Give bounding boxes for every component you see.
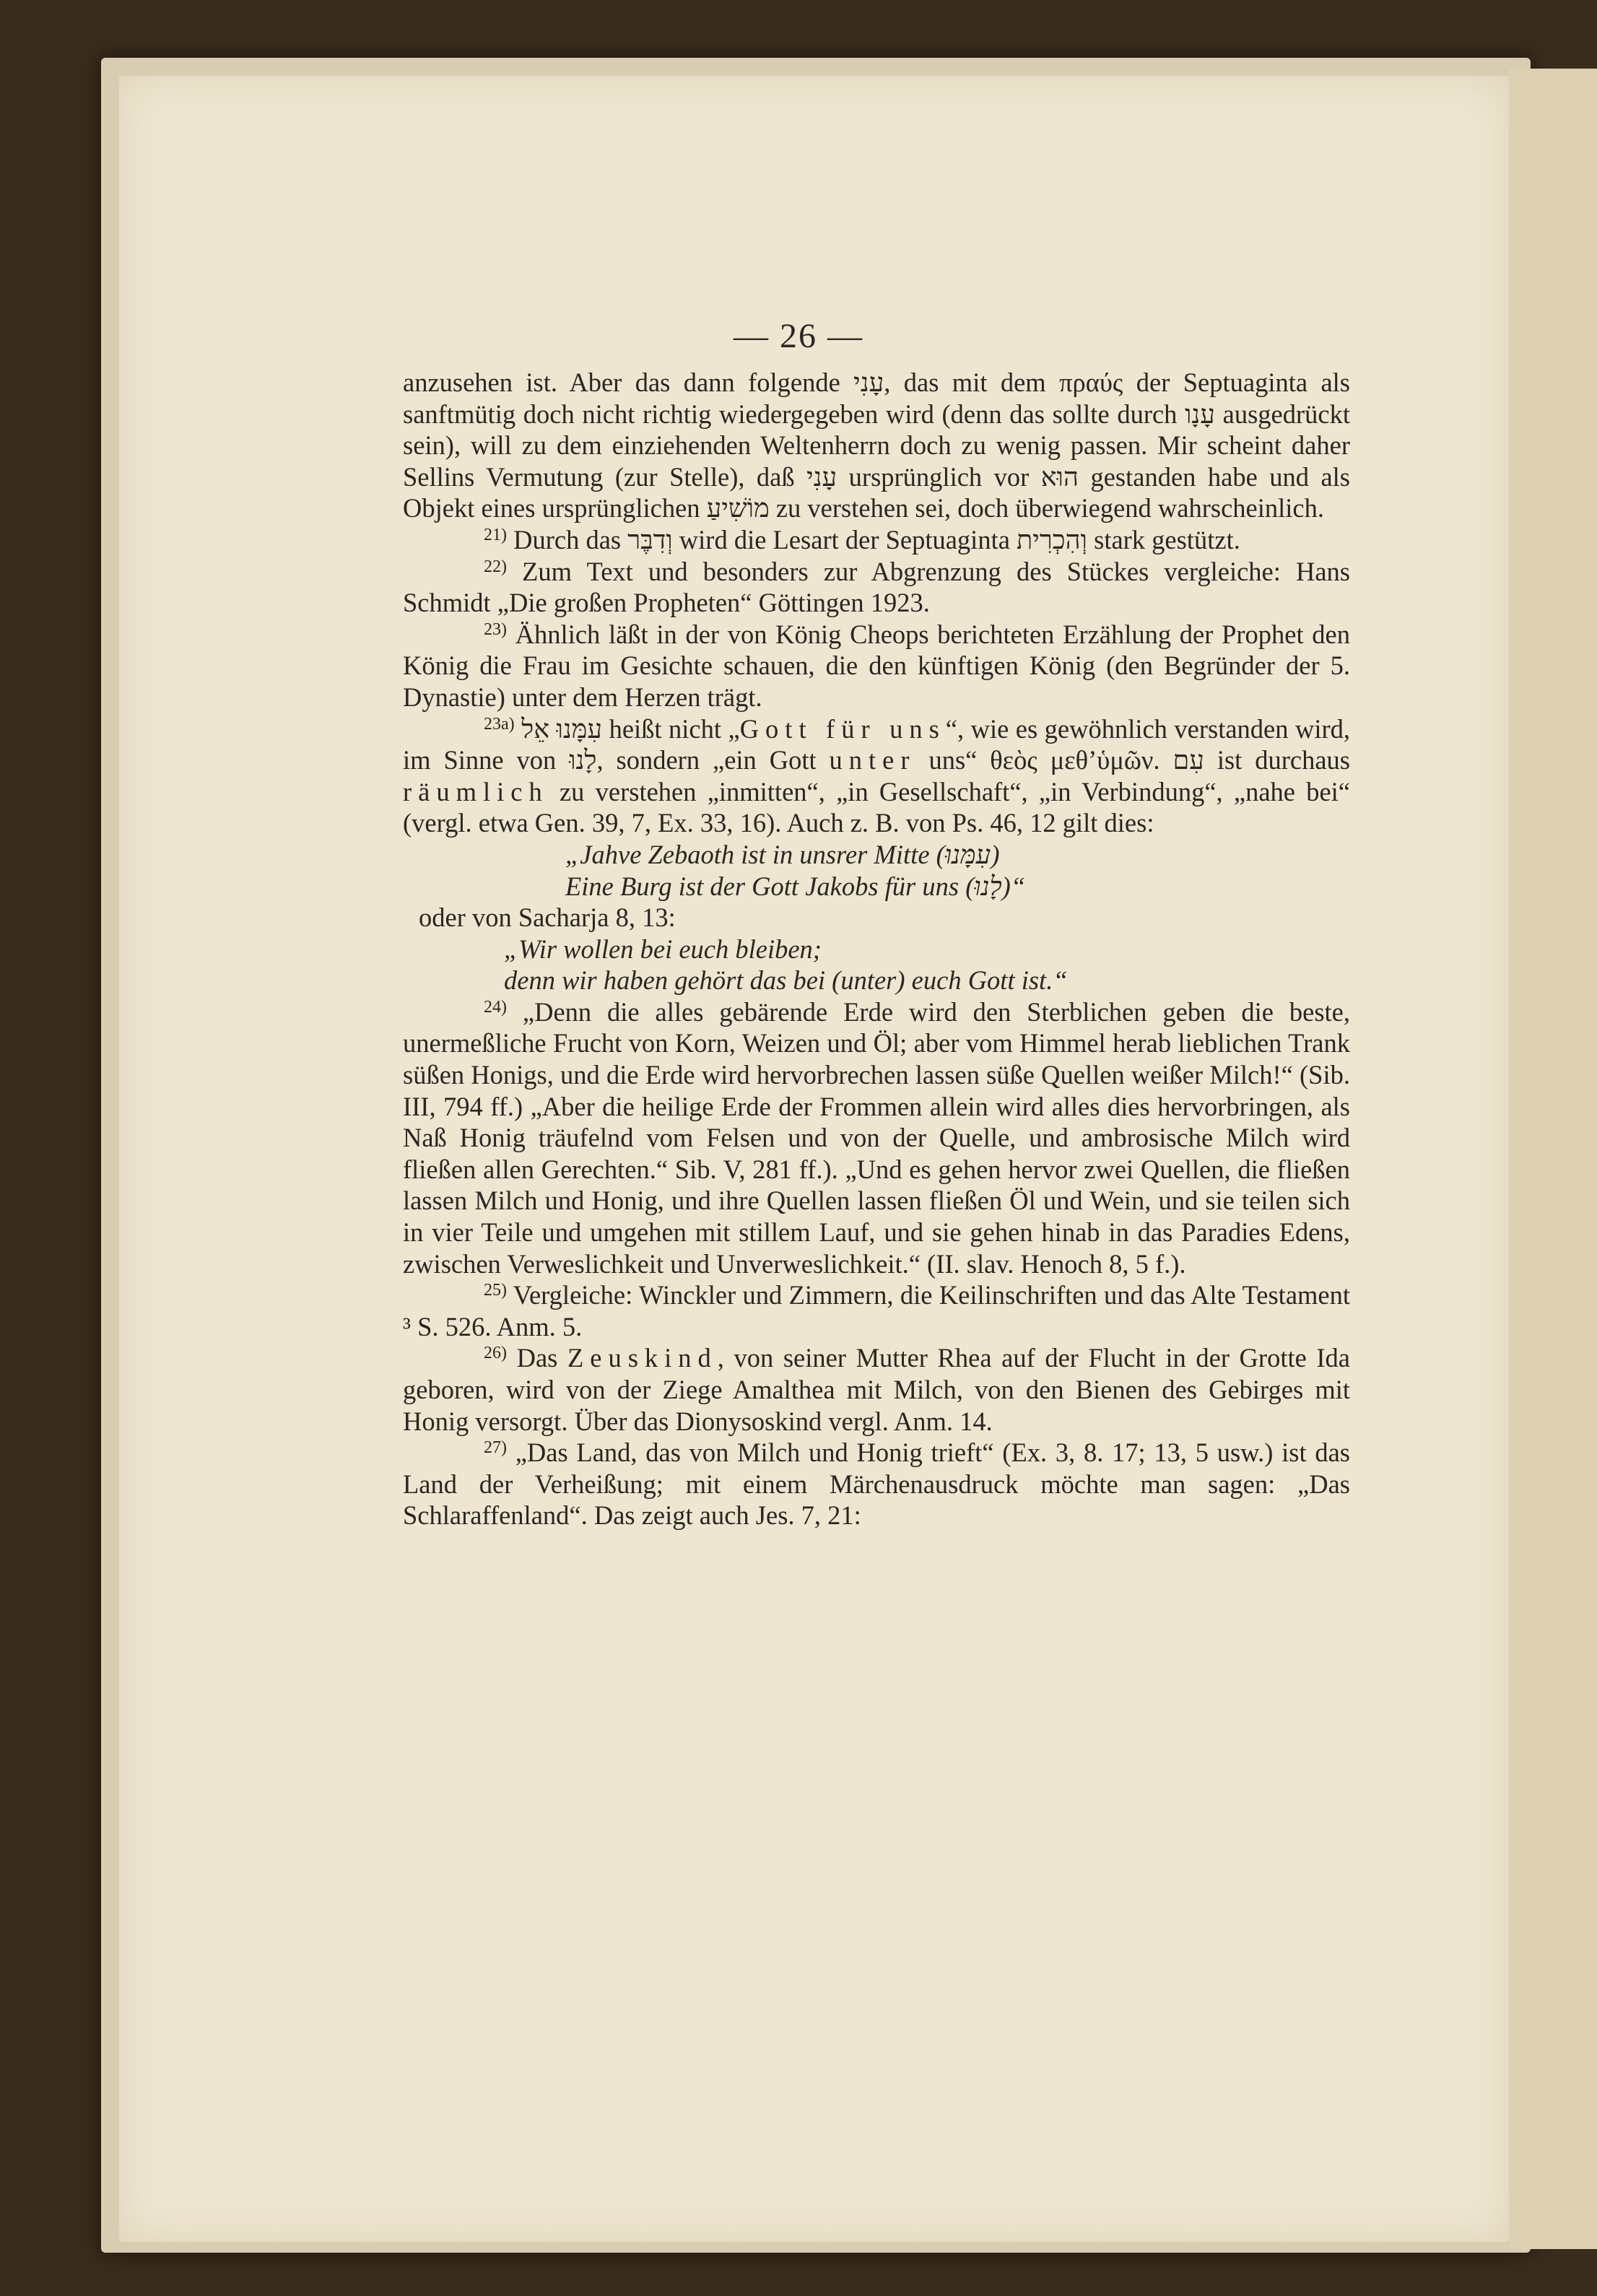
footnote-27 <box>403 1437 1350 1531</box>
footnote-ref: 23) <box>484 619 507 639</box>
verse-line: denn wir haben gehört das bei (unter) euch Gott ist.“ <box>504 965 1068 996</box>
facing-page-edge <box>1509 69 1597 2249</box>
footnote-text: “, wie es gewöhnlich verstanden wird, im Sinne von לָנוּ, sondern „ein Gott <box>403 713 1351 775</box>
footnote-text: Zum Text und besonders zur Abgrenzung des Stückes vergleiche: Hans Schmidt „Die großen Propheten“ Göttingen 1923. <box>403 556 1351 618</box>
footnote-text: „Das Land, das von Milch und Honig trieft“ (Ex. 3, 8. 17; 13, 5 usw.) ist das Land der Verheißung; mit einem Märchenausdruck möchte man sagen: „Das Schlaraffenland“. Das zeigt auch Jes. 7, 21: <box>403 1438 1351 1531</box>
spaced-emphasis: Zeuskind <box>567 1343 718 1373</box>
footnote-text: Durch das וְדִבֶּר wird die Lesart der Septuaginta וְהִכְרִית stark gestützt. <box>513 524 1240 555</box>
footnote-22 <box>403 556 1350 619</box>
footnote-26 <box>403 1342 1350 1437</box>
verse-line: Eine Burg ist der Gott Jakobs für uns (לָנוּ)“ <box>565 871 1026 901</box>
footnote-text: „Denn die alles gebärende Erde wird den Sterblichen geben die beste, unermeßliche Frucht von Korn, Weizen und Öl; aber vom Himmel herab lieblichen Trank süßen Honigs, und die Erde wird hervorbrechen lassen süße Quellen weißer Milch!“ (Sib. III, 794 ff.) „Aber die heilige Erde der Frommen allein wird alles dies hervorbringen, als Naß Honig träufelnd vom Felsen und von der Quelle, und ambrosische Milch wird fließen allen Gerechten.“ Sib. V, 281 ff.). „Und es gehen hervor zwei Quellen, die fließen lassen Milch und Honig, und ihre Quellen lassen fließen Öl und Wein, und sie teilen sich in vier Teile und umgehen mit stillem Lauf, und sie gehen hinab in das Paradies Edens, zwischen Verweslichkeit und Unverweslichkeit.“ (II. slav. Henoch 8, 5 f.). <box>403 996 1351 1279</box>
footnote-text: עִמָּנוּ אֵל heißt nicht „ <box>521 713 740 744</box>
footnote-ref: 25) <box>484 1281 507 1300</box>
verse-line: „Wir wollen bei euch bleiben; <box>504 934 822 964</box>
page-text <box>403 367 1350 1531</box>
footnote-text: , von seiner Mutter Rhea auf der Flucht in der Grotte Ida geboren, wird von der Ziege Amalthea mit Milch, von den Bienen des Gebirges mit Honig versorgt. Über das Dionysoskind vergl. Anm. 14. <box>403 1343 1351 1436</box>
footnote-23a <box>403 713 1350 839</box>
footnote-ref: 23a) <box>484 714 515 734</box>
verse-line: „Jahve Zebaoth ist in unsrer Mitte (עִמָּנוּ) <box>565 839 1000 869</box>
bridge-text: oder von Sacharja 8, 13: <box>419 903 676 933</box>
footnote-text: uns“ θεὸς μεθ’ὑμῶν. עִם ist durchaus <box>915 745 1350 775</box>
footnote-text: Das <box>516 1343 567 1373</box>
spaced-emphasis: unter <box>829 745 916 775</box>
footnote-text: zu verstehen „inmitten“, „in Gesellschaft“, „in Verbindung“, „nahe bei“ (vergl. etwa Gen. 39, 7, Ex. 33, 16). Auch z. B. von Ps. 46, 12 gilt dies: <box>403 776 1350 838</box>
footnote-ref: 22) <box>484 557 507 576</box>
footnote-25 <box>403 1279 1350 1342</box>
footnote-23 <box>403 619 1350 713</box>
footnote-24 <box>403 996 1350 1279</box>
footnote-ref: 21) <box>484 525 507 544</box>
spaced-emphasis: räumlich <box>403 776 549 806</box>
footnote-ref: 26) <box>484 1344 507 1363</box>
footnote-ref: 27) <box>484 1438 507 1458</box>
footnote-text: Vergleiche: Winckler und Zimmern, die Keilinschriften und das Alte Testament ³ S. 526. Anm. 5. <box>403 1280 1351 1341</box>
page-number: — 26 — <box>734 317 863 355</box>
footnote-text: Ähnlich läßt in der von König Cheops berichteten Erzählung der Prophet den König die Frau im Gesichte schauen, die den künftigen König (den Begründer der 5. Dynastie) unter dem Herzen trägt. <box>403 619 1350 712</box>
quoted-verse-psalm <box>403 839 1350 902</box>
spaced-emphasis: Gott für uns <box>739 713 946 744</box>
paragraph-continuation: anzusehen ist. Aber das dann folgende עָנִי, das mit dem πραύς der Septuaginta als sanftmütig doch nicht richtig wiedergegeben wird (denn das sollte durch עָנָו ausgedrückt sein), will zu dem einziehenden Weltenherrn doch zu wenig passen. Mir scheint daher Sellins Vermutung (zur Stelle), daß עָנִי ursprünglich vor הוּא gestanden habe und als Objekt eines ursprünglichen מוֹשִׁיעַ zu verstehen sei, doch überwiegend wahrscheinlich. <box>403 368 1350 523</box>
quoted-verse-sacharja <box>403 934 1350 996</box>
footnote-ref: 24) <box>484 997 507 1017</box>
footnote-21 <box>403 524 1350 556</box>
